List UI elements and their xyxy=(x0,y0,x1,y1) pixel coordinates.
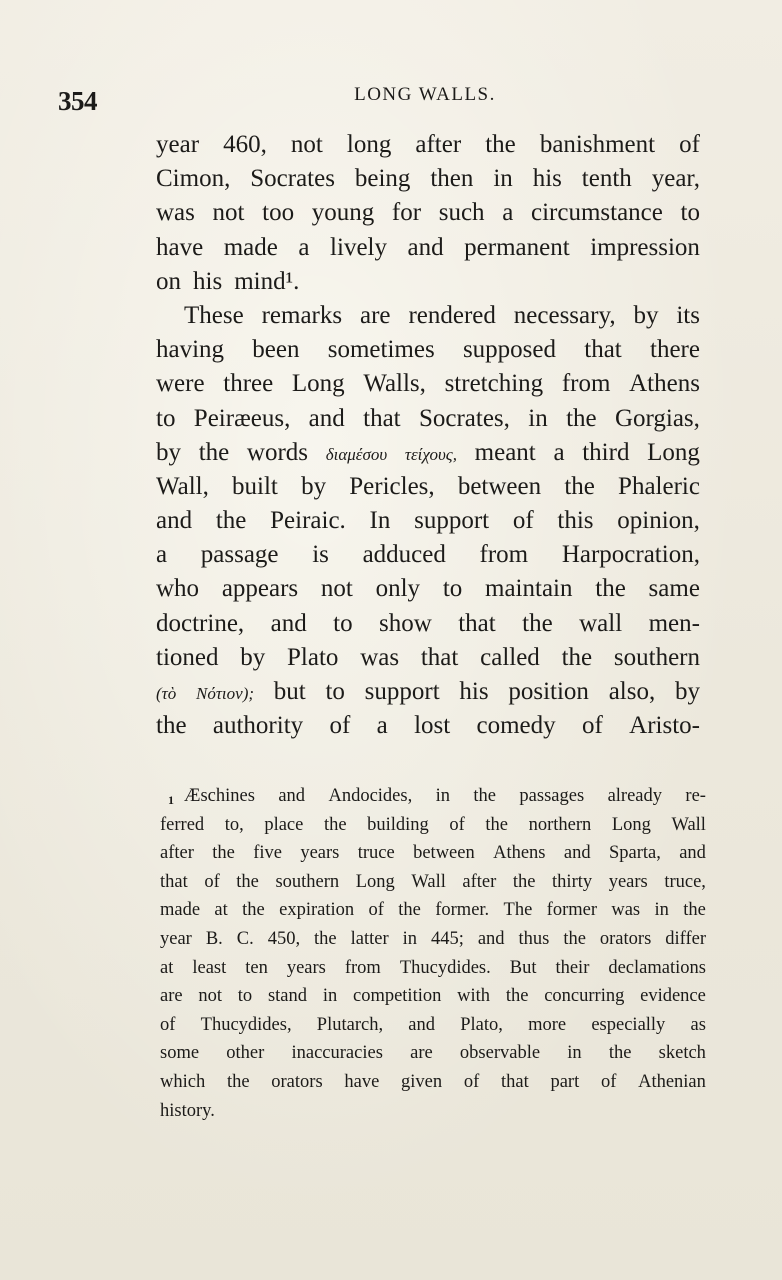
word: the xyxy=(512,871,536,892)
word: made xyxy=(223,233,278,261)
word: Plato xyxy=(287,643,339,671)
word: was xyxy=(156,199,195,227)
footnote-line xyxy=(160,982,706,1011)
word: tenth xyxy=(581,165,632,193)
word: the xyxy=(236,871,259,892)
word: more xyxy=(528,1014,567,1035)
footnote-line xyxy=(160,868,706,897)
word: least xyxy=(192,957,227,978)
word: the xyxy=(485,131,516,158)
word: and xyxy=(270,609,307,637)
word: the xyxy=(485,814,508,835)
word: support xyxy=(414,507,490,535)
word: years xyxy=(608,871,648,892)
word: observable xyxy=(459,1043,541,1064)
word: that xyxy=(500,1071,529,1092)
body-line xyxy=(156,436,700,470)
word: But xyxy=(509,957,537,978)
word: ten xyxy=(245,957,268,978)
body-line xyxy=(156,538,700,572)
word: too xyxy=(262,199,295,227)
word: for xyxy=(391,199,422,227)
word: inaccuracies xyxy=(291,1043,383,1064)
word: are xyxy=(360,301,391,329)
word: banishment xyxy=(539,131,656,158)
word: by xyxy=(240,643,266,671)
word: rendered xyxy=(408,301,496,329)
word: Long xyxy=(355,871,395,892)
word: were xyxy=(156,370,205,398)
footnote-line xyxy=(160,1097,706,1126)
word: 450, xyxy=(267,928,301,949)
word: truce, xyxy=(664,871,706,892)
word: mind¹. xyxy=(234,267,300,295)
footnote-line xyxy=(160,1068,706,1097)
word: a xyxy=(298,233,310,261)
word: and xyxy=(278,786,306,806)
word: of xyxy=(600,1071,617,1092)
footnote-marker: 1 xyxy=(168,793,174,807)
word: the xyxy=(505,986,529,1007)
word: the xyxy=(156,712,187,740)
word: built xyxy=(232,472,278,500)
word: a xyxy=(376,712,388,740)
word: Long xyxy=(291,370,345,398)
word: of xyxy=(512,507,534,535)
word: Walls, xyxy=(363,370,426,398)
word: the xyxy=(522,609,553,637)
word: opinion, xyxy=(617,507,700,535)
word: that xyxy=(584,336,622,364)
word: and xyxy=(407,233,444,261)
word: southern xyxy=(275,871,340,892)
word: sketch xyxy=(658,1043,706,1064)
word: the xyxy=(226,1071,250,1092)
word: latter xyxy=(350,928,389,949)
word: Long xyxy=(611,814,651,835)
word: his xyxy=(193,267,223,295)
word: a xyxy=(502,199,514,227)
word: a xyxy=(156,541,168,569)
word: in xyxy=(567,1043,582,1064)
word: Thucydides, xyxy=(200,1014,292,1035)
word: same xyxy=(648,575,700,603)
word: adduced xyxy=(362,541,446,569)
word: his xyxy=(459,678,489,705)
word: Wall xyxy=(411,871,446,892)
word: the xyxy=(566,404,597,432)
word: lively xyxy=(330,233,387,261)
footnote-line xyxy=(160,839,706,868)
word: years xyxy=(300,843,340,864)
body-line xyxy=(156,367,700,401)
word: year xyxy=(160,928,192,949)
footnote-line xyxy=(160,811,706,840)
word: only xyxy=(375,575,421,603)
body-text xyxy=(156,128,700,743)
body-line xyxy=(156,231,700,265)
word: re- xyxy=(685,786,706,806)
word: ferred xyxy=(160,814,205,835)
word: remarks xyxy=(261,301,343,329)
word: called xyxy=(480,643,540,671)
word: not xyxy=(198,986,223,1007)
body-line xyxy=(156,572,700,606)
word: Aristo- xyxy=(629,712,700,740)
word: position xyxy=(508,678,589,705)
word: some xyxy=(160,1043,200,1064)
word: and xyxy=(679,843,706,864)
word: the xyxy=(242,900,265,921)
word: the xyxy=(563,928,586,949)
word: maintain xyxy=(485,575,573,603)
word: Socrates xyxy=(250,165,335,193)
word: third xyxy=(582,438,630,466)
word: Athens xyxy=(629,370,700,398)
word: the xyxy=(608,1043,632,1064)
running-title: LONG WALLS. xyxy=(354,84,496,105)
word: his xyxy=(532,165,562,193)
word: Plato, xyxy=(460,1014,503,1035)
word: concurring xyxy=(544,986,625,1007)
word: year, xyxy=(651,165,700,193)
word: after xyxy=(415,131,462,158)
word: year xyxy=(156,131,200,158)
word: especially xyxy=(591,1014,666,1035)
word: the xyxy=(398,900,421,921)
word: passages xyxy=(519,786,585,806)
word: and xyxy=(308,404,345,432)
word: Peiræeus, xyxy=(193,404,291,432)
word: of xyxy=(463,1071,480,1092)
word: to xyxy=(333,609,353,637)
word: stand xyxy=(267,986,308,1007)
word: and xyxy=(563,843,591,864)
word: after xyxy=(160,843,194,864)
word: lost xyxy=(414,712,451,740)
word: Sparta, xyxy=(608,843,661,864)
word: to, xyxy=(224,814,244,835)
word: not xyxy=(320,575,353,603)
word: to xyxy=(680,199,700,227)
footnote-line xyxy=(160,1011,706,1040)
word: supposed xyxy=(462,336,556,364)
word: of xyxy=(581,712,603,740)
word: from xyxy=(344,957,381,978)
footnote-line xyxy=(160,1039,706,1068)
word: to xyxy=(442,575,463,603)
footnote-line xyxy=(160,896,706,925)
word: expiration xyxy=(279,900,355,921)
body-line xyxy=(156,470,700,504)
word: of xyxy=(368,900,384,921)
body-line xyxy=(156,504,700,538)
word: but xyxy=(273,678,306,705)
word: between xyxy=(413,843,475,864)
word: men- xyxy=(648,609,700,637)
word: its xyxy=(676,301,700,329)
word: history. xyxy=(160,1100,215,1121)
word: made xyxy=(160,900,201,921)
word: in xyxy=(493,165,513,193)
word: thirty xyxy=(552,871,593,892)
word: from xyxy=(561,370,611,398)
word: support xyxy=(364,678,440,705)
page-number: 354 xyxy=(58,86,97,116)
word: These xyxy=(184,301,244,329)
word: in xyxy=(528,404,548,432)
word: authority xyxy=(212,712,304,740)
word: Athenian xyxy=(638,1071,706,1092)
word: in xyxy=(402,928,417,949)
word: Pericles, xyxy=(349,472,435,500)
word: orators xyxy=(271,1071,323,1092)
word: impression xyxy=(590,233,700,261)
body-line xyxy=(156,128,700,162)
word: is xyxy=(312,541,329,569)
footnote-line xyxy=(160,782,706,811)
word: Wall xyxy=(671,814,706,835)
body-line xyxy=(156,196,700,230)
word: The xyxy=(503,900,533,921)
word: Peiraic. xyxy=(270,507,346,535)
body-line xyxy=(156,299,700,333)
word: after xyxy=(462,871,497,892)
word: words xyxy=(246,438,309,466)
word: at xyxy=(160,957,174,978)
word: Andocides, xyxy=(328,786,413,806)
word: and xyxy=(477,928,505,949)
word: five xyxy=(253,843,282,864)
word: from xyxy=(479,541,529,569)
word: being xyxy=(354,165,411,193)
word: was xyxy=(611,900,641,921)
word: three xyxy=(223,370,274,398)
word: truce xyxy=(357,843,395,864)
word: διαμέσου xyxy=(325,444,388,464)
word: such xyxy=(438,199,485,227)
word: years xyxy=(286,957,326,978)
word: the xyxy=(212,843,235,864)
footnote-line xyxy=(160,954,706,983)
word: was xyxy=(360,643,400,671)
word: former. xyxy=(435,900,490,921)
body-line xyxy=(156,402,700,436)
word: tioned xyxy=(156,643,219,671)
word: doctrine, xyxy=(156,609,245,637)
word: the xyxy=(198,438,230,466)
word: appears xyxy=(221,575,299,603)
word: (τὸ xyxy=(156,684,177,703)
word: that xyxy=(363,404,401,432)
word: in xyxy=(435,786,450,806)
word: that xyxy=(420,643,459,671)
word: of xyxy=(329,712,351,740)
word: a xyxy=(553,438,565,466)
word: Νότιον); xyxy=(196,684,255,703)
word: their xyxy=(555,957,590,978)
word: there xyxy=(650,336,700,364)
word: evidence xyxy=(640,986,706,1007)
word: stretching xyxy=(444,370,544,398)
word: and xyxy=(408,1014,436,1035)
word: Long xyxy=(647,438,700,466)
word: the xyxy=(564,472,595,500)
word: Plutarch, xyxy=(316,1014,384,1035)
word: then xyxy=(430,165,474,193)
word: by xyxy=(633,301,659,329)
word: B. xyxy=(205,928,223,949)
word: permanent xyxy=(464,233,570,261)
word: long xyxy=(346,131,392,158)
word: former xyxy=(546,900,597,921)
word: place xyxy=(264,814,304,835)
word: given xyxy=(401,1071,443,1092)
word: Harpocration, xyxy=(561,541,700,569)
body-line xyxy=(156,265,700,299)
word: that xyxy=(160,871,188,892)
word: Wall, xyxy=(156,472,209,500)
word: have xyxy=(156,233,204,261)
word: Gorgias, xyxy=(614,404,700,432)
word: which xyxy=(160,1071,206,1092)
word: between xyxy=(457,472,542,500)
word: Cimon, xyxy=(156,165,231,193)
word: part xyxy=(550,1071,580,1092)
word: to xyxy=(325,678,345,705)
word: and xyxy=(156,507,193,535)
word: orators xyxy=(599,928,652,949)
word: who xyxy=(156,575,200,603)
body-line xyxy=(156,333,700,367)
body-line xyxy=(156,709,700,743)
word: are xyxy=(160,986,183,1007)
word: show xyxy=(379,609,432,637)
word: the xyxy=(323,814,347,835)
footnote xyxy=(160,782,706,1125)
word: other xyxy=(226,1043,265,1064)
word: comedy xyxy=(476,712,556,740)
word: of xyxy=(449,814,465,835)
footnote-line xyxy=(160,925,706,954)
word: C. xyxy=(236,928,254,949)
word: wall xyxy=(579,609,623,637)
word: in xyxy=(654,900,669,921)
word: been xyxy=(252,336,300,364)
word: of xyxy=(160,1014,176,1035)
word: not xyxy=(212,199,245,227)
word: declamations xyxy=(608,957,706,978)
word: meant xyxy=(474,438,536,466)
word: competition xyxy=(352,986,442,1007)
word: to xyxy=(156,404,176,432)
word: the xyxy=(215,507,247,535)
word: Æschines xyxy=(184,786,255,806)
word: 445; xyxy=(430,928,464,949)
word: by xyxy=(156,438,181,466)
word: Athens xyxy=(493,843,546,864)
word: 460, xyxy=(223,131,267,158)
word: this xyxy=(557,507,594,535)
word: the xyxy=(595,575,626,603)
word: Socrates, xyxy=(418,404,510,432)
word: to xyxy=(237,986,253,1007)
word: sometimes xyxy=(327,336,435,364)
word: not xyxy=(290,131,323,158)
word: the xyxy=(561,643,593,671)
word: the xyxy=(683,900,706,921)
body-line xyxy=(156,162,700,196)
body-line xyxy=(156,675,700,709)
word: differ xyxy=(665,928,706,949)
word: on xyxy=(156,267,181,295)
word: thus xyxy=(518,928,550,949)
word: of xyxy=(204,871,220,892)
word: northern xyxy=(528,814,592,835)
word: already xyxy=(607,786,662,806)
word: have xyxy=(344,1071,380,1092)
word: by xyxy=(301,472,327,500)
word: Phaleric xyxy=(618,472,700,500)
word: that xyxy=(458,609,496,637)
word: τείχους, xyxy=(404,444,457,464)
word: passage xyxy=(200,541,279,569)
word: young xyxy=(311,199,375,227)
body-line xyxy=(156,641,700,675)
word: as xyxy=(690,1014,706,1035)
word: building xyxy=(367,814,429,835)
word: at xyxy=(214,900,228,921)
word: Thucydides. xyxy=(399,957,491,978)
body-line xyxy=(156,607,700,641)
word: having xyxy=(156,336,225,364)
word: necessary, xyxy=(513,301,616,329)
word: circumstance xyxy=(530,199,663,227)
word: In xyxy=(369,507,391,535)
word: are xyxy=(410,1043,433,1064)
word: southern xyxy=(613,643,700,671)
word: the xyxy=(473,786,497,806)
word: the xyxy=(314,928,337,949)
word: in xyxy=(322,986,338,1007)
word: also, xyxy=(608,678,656,705)
word: by xyxy=(674,678,700,705)
word: of xyxy=(679,131,700,158)
word: with xyxy=(457,986,491,1007)
